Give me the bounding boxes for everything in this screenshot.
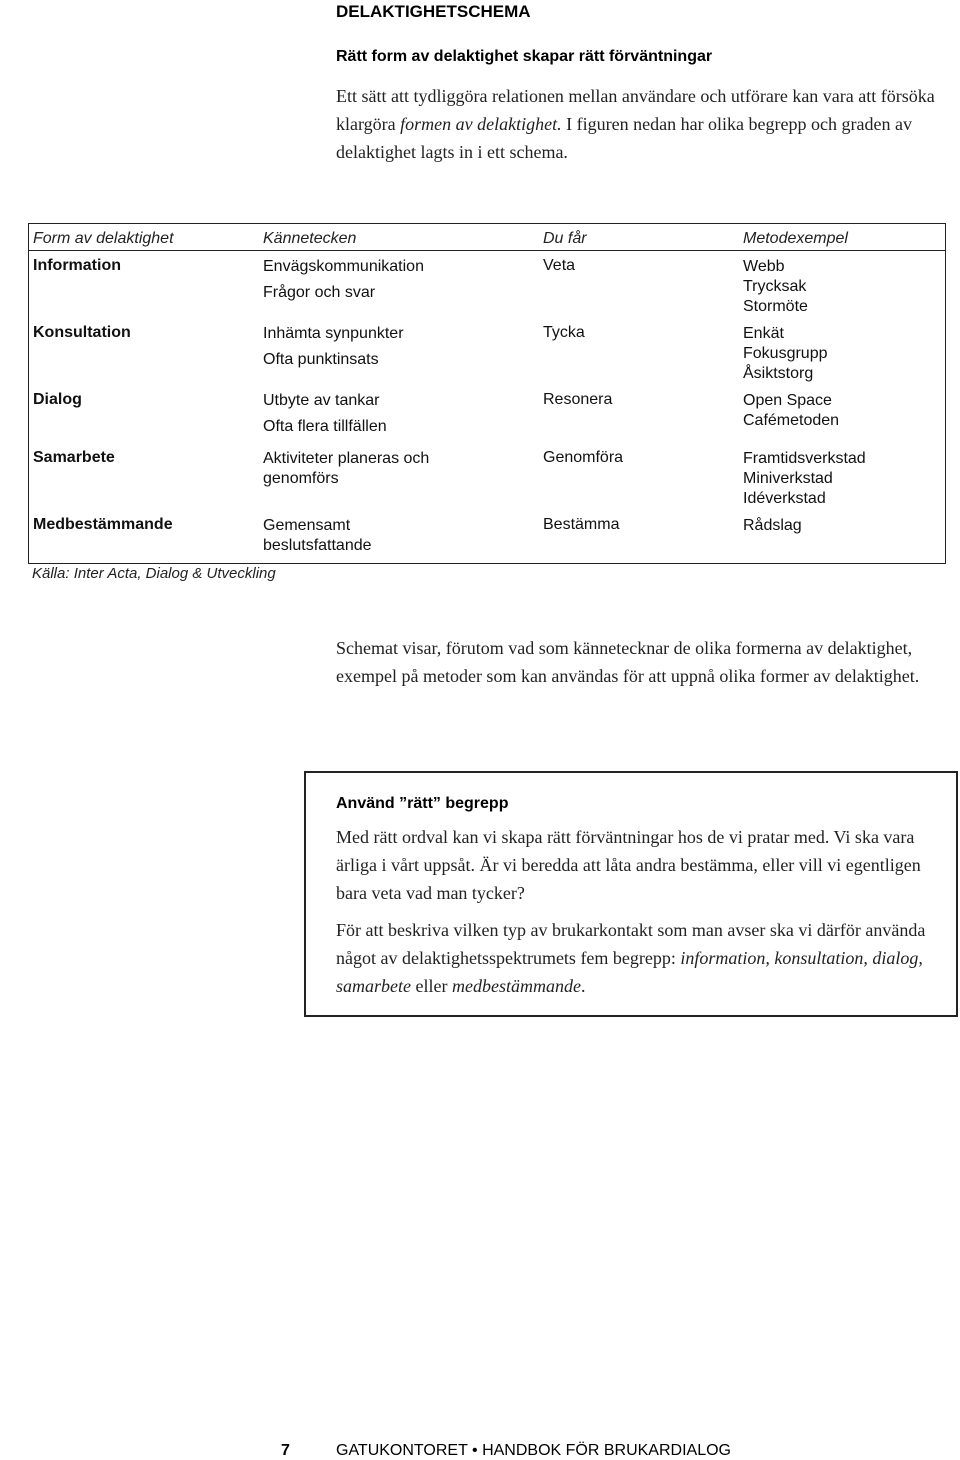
callout-text: eller [411, 976, 452, 996]
page-number: 7 [281, 1442, 290, 1459]
cell-form: Samarbete [33, 449, 115, 466]
callout-terms: information, konsultation, dialog, samarbete [336, 948, 923, 996]
cell-you-get: Genomföra [543, 449, 624, 466]
cell-methods [743, 449, 943, 509]
trait-line: Utbyte av tankar [263, 392, 380, 409]
trait-line: Frågor och svar [263, 284, 376, 301]
trait-line: Gemensamt [263, 517, 351, 534]
method-item: Åsiktstorg [743, 365, 814, 382]
callout-paragraph-2 [336, 916, 936, 1000]
section-heading: DELAKTIGHETSCHEMA [336, 2, 531, 21]
table-header-row [29, 223, 945, 251]
callout-title: Använd ”rätt” begrepp [336, 795, 509, 812]
cell-form: Dialog [33, 391, 82, 408]
method-item: Webb [743, 258, 785, 275]
header-you-get: Du får [543, 230, 587, 247]
trait-line: genomförs [263, 470, 339, 487]
cell-you-get: Veta [543, 257, 576, 274]
cell-form: Medbestämmande [33, 516, 173, 533]
cell-traits [263, 516, 473, 556]
terminology-callout-box [304, 771, 958, 1017]
cell-traits [263, 449, 473, 489]
cell-form: Konsultation [33, 324, 131, 341]
cell-methods [743, 516, 943, 536]
intro-text-2: I figuren nedan har olika begrepp och graden av delaktighet lagts in i ett schema. [336, 114, 912, 162]
intro-text-1: Ett sätt att tydliggöra relationen mellan användare och utförare kan vara att försöka klargöra [336, 86, 935, 134]
cell-methods [743, 257, 943, 317]
schema-explanation-paragraph: Schemat visar, förutom vad som kännetecknar de olika formerna av delaktighet, exempel på metoder som kan användas för att uppnå olika former av delaktighet. [336, 638, 920, 686]
cell-methods [743, 324, 943, 384]
trait-line: beslutsfattande [263, 537, 372, 554]
intro-paragraph [336, 82, 952, 166]
method-item: Idéverkstad [743, 490, 826, 507]
cell-methods [743, 391, 943, 431]
cell-traits [263, 391, 473, 437]
cell-traits [263, 257, 473, 303]
callout-text: . [580, 976, 586, 996]
method-item: Miniverkstad [743, 470, 833, 487]
participation-schema-table [28, 223, 946, 564]
callout-term-last: medbestämmande [451, 976, 581, 996]
callout-paragraph-1: Med rätt ordval kan vi skapa rätt förväntningar hos de vi pratar med. Vi ska vara ärliga i vårt uppsåt. Är vi beredda att låta andra bestämma, eller vill vi egentligen bara veta vad man tycker? [336, 827, 921, 903]
header-methods: Metodexempel [743, 230, 848, 247]
cell-you-get: Tycka [543, 324, 585, 341]
cell-you-get: Bestämma [543, 516, 620, 533]
header-form: Form av delaktighet [33, 230, 174, 247]
subheading: Rätt form av delaktighet skapar rätt förväntningar [336, 48, 713, 65]
method-item: Framtidsverkstad [743, 450, 866, 467]
method-item: Enkät [743, 325, 784, 342]
footer-title: GATUKONTORET • HANDBOK FÖR BRUKARDIALOG [336, 1442, 731, 1459]
method-item: Rådslag [743, 517, 802, 534]
trait-line: Aktiviteter planeras och [263, 450, 430, 467]
intro-emphasis: formen av delaktighet. [400, 114, 562, 134]
trait-line: Inhämta synpunkter [263, 325, 404, 342]
method-item: Fokusgrupp [743, 345, 828, 362]
cell-traits [263, 324, 473, 370]
header-traits: Kännetecken [263, 230, 357, 247]
callout-text: För att beskriva vilken typ av brukarkontakt som man avser ska vi därför använda något av delaktighetsspektrumets fem begrepp: [336, 920, 926, 968]
cell-form: Information [33, 257, 121, 274]
trait-line: Envägskommunikation [263, 258, 424, 275]
trait-line: Ofta punktinsats [263, 351, 379, 368]
trait-line: Ofta flera tillfällen [263, 418, 387, 435]
method-item: Stormöte [743, 298, 808, 315]
cell-you-get: Resonera [543, 391, 613, 408]
table-source: Källa: Inter Acta, Dialog & Utveckling [32, 565, 276, 582]
method-item: Open Space [743, 392, 832, 409]
method-item: Cafémetoden [743, 412, 840, 429]
method-item: Trycksak [743, 278, 807, 295]
